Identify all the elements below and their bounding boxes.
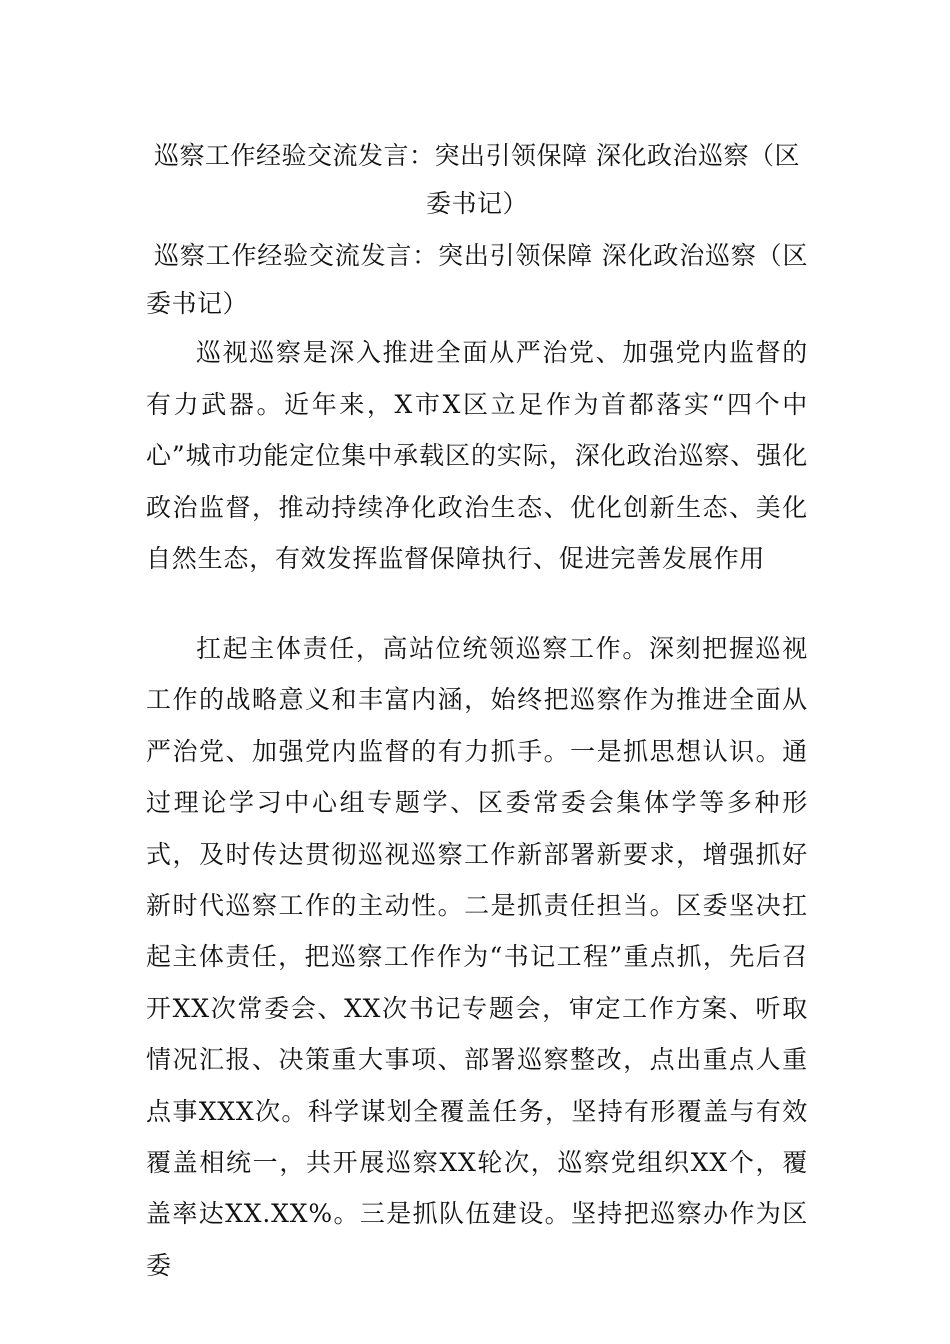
paragraph-intro: 巡视巡察是深入推进全面从严治党、加强党内监督的有力武器。近年来，X市X区立足作为首都落实“四个中心”城市功能定位集中承载区的实际，深化政治巡察、强化政治监督，推动持续净化政治生态、优化创新生态、美化自然生态，有效发挥监督保障执行、促进完善发展作用 [146,338,808,573]
document-title: 巡察工作经验交流发言：突出引领保障 深化政治巡察（区委书记） [154,141,800,218]
document-subtitle: 巡察工作经验交流发言：突出引领保障 深化政治巡察（区委书记） [146,241,808,318]
paragraph-responsibility: 扛起主体责任，高站位统领巡察工作。深刻把握巡视工作的战略意义和丰富内涵，始终把巡察作为推进全面从严治党、加强党内监督的有力抓手。一是抓思想认识。通过理论学习中心组专题学、区委常委会集体学等多种形式，及时传达贯彻巡视巡察工作新部署新要求，增强抓好新时代巡察工作的主动性。二是抓责任担当。区委坚决扛起主体责任，把巡察工作作为“书记工程”重点抓，先后召开XX次常委会、XX次书记专题会，审定工作方案、听取情况汇报、决策重大事项、部署巡察整改，点出重点人重点事XXX次。科学谋划全覆盖任务，坚持有形覆盖与有效覆盖相统一，共开展巡察XX轮次，巡察党组织XX个，覆盖率达XX.XX%。三是抓队伍建设。坚持把巡察办作为区委 [146,634,808,1280]
